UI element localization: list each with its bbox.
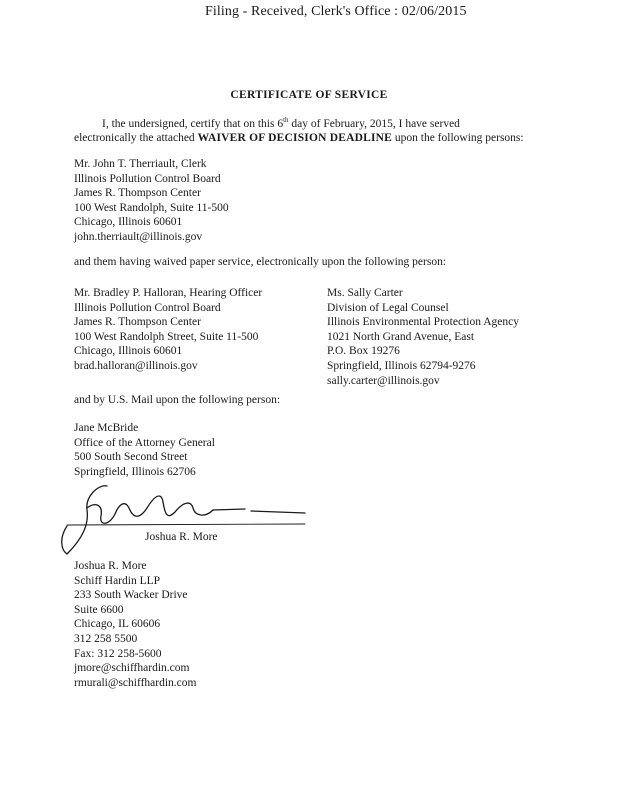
carter-email: sally.carter@illinois.gov bbox=[327, 374, 440, 387]
intro-text-2: day of February, 2015, I have served bbox=[288, 117, 460, 130]
document-title: CERTIFICATE OF SERVICE bbox=[230, 89, 388, 101]
mail-service-sentence: and by U.S. Mail upon the following person: bbox=[74, 394, 281, 406]
signer-city: Chicago, IL 60606 bbox=[74, 618, 161, 631]
carter-division: Division of Legal Counsel bbox=[327, 301, 449, 314]
handwritten-signature bbox=[55, 478, 315, 558]
signer-email-1: jmore@schiffhardin.com bbox=[74, 662, 190, 675]
hearing-officer-address bbox=[74, 286, 262, 374]
mcbride-name: Jane McBride bbox=[74, 422, 139, 434]
clerk-address bbox=[74, 157, 229, 245]
filing-stamp: Filing - Received, Clerk's Office : 02/06/2015 bbox=[205, 4, 467, 19]
document-name: WAIVER OF DECISION DEADLINE bbox=[197, 132, 392, 145]
signature-stroke-body bbox=[87, 496, 213, 523]
hearing-officer-street: 100 West Randolph Street, Suite 11-500 bbox=[74, 330, 259, 343]
signer-fax: Fax: 312 258-5600 bbox=[74, 647, 162, 660]
mcbride-address bbox=[74, 421, 215, 479]
carter-city: Springfield, Illinois 62794-9276 bbox=[327, 359, 476, 372]
signer-name: Joshua R. More bbox=[74, 560, 147, 572]
signature-stroke-tail bbox=[213, 509, 245, 510]
carter-name: Ms. Sally Carter bbox=[327, 287, 403, 299]
intro-line-1 bbox=[74, 113, 554, 131]
clerk-building: James R. Thompson Center bbox=[74, 187, 201, 200]
carter-street: 1021 North Grand Avenue, East bbox=[327, 330, 475, 343]
intro-text-1: I, the undersigned, certify that on this 6 bbox=[102, 117, 284, 130]
intro-paragraph bbox=[74, 113, 554, 146]
carter-address bbox=[327, 286, 519, 388]
signature-printed-name: Joshua R. More bbox=[145, 531, 218, 543]
carter-agency: Illinois Environmental Protection Agency bbox=[327, 316, 519, 329]
hearing-officer-city: Chicago, Illinois 60601 bbox=[74, 345, 183, 358]
clerk-email: john.therriault@illinois.gov bbox=[74, 230, 203, 243]
signer-email-2: rmurali@schiffhardin.com bbox=[74, 676, 197, 689]
signer-firm: Schiff Hardin LLP bbox=[74, 574, 161, 587]
hearing-officer-building: James R. Thompson Center bbox=[74, 316, 201, 329]
hearing-officer-email: brad.halloran@illinois.gov bbox=[74, 359, 198, 372]
clerk-org: Illinois Pollution Control Board bbox=[74, 172, 221, 185]
mcbride-street: 500 South Second Street bbox=[74, 451, 188, 464]
clerk-city: Chicago, Illinois 60601 bbox=[74, 216, 183, 229]
mcbride-office: Office of the Attorney General bbox=[74, 436, 215, 449]
intro-text-3: electronically the attached bbox=[74, 132, 198, 145]
intro-text-4: upon the following persons: bbox=[392, 132, 524, 145]
signature-stroke-dash bbox=[251, 511, 305, 513]
carter-po-box: P.O. Box 19276 bbox=[327, 345, 400, 358]
intro-superscript: th bbox=[283, 116, 289, 124]
hearing-officer-org: Illinois Pollution Control Board bbox=[74, 301, 221, 314]
signer-suite: Suite 6600 bbox=[74, 603, 124, 616]
clerk-street: 100 West Randolph, Suite 11-500 bbox=[74, 201, 229, 214]
hearing-officer-name: Mr. Bradley P. Halloran, Hearing Officer bbox=[74, 287, 263, 299]
signer-block bbox=[74, 559, 196, 690]
clerk-name: Mr. John T. Therriault, Clerk bbox=[74, 158, 207, 170]
electronic-service-sentence: and them having waived paper service, electronically upon the following person: bbox=[74, 256, 447, 268]
signer-street: 233 South Wacker Drive bbox=[74, 589, 188, 602]
mcbride-city: Springfield, Illinois 62706 bbox=[74, 465, 196, 478]
intro-line-2 bbox=[74, 131, 554, 146]
signer-phone: 312 258 5500 bbox=[74, 632, 138, 645]
signature-underline bbox=[67, 524, 305, 525]
